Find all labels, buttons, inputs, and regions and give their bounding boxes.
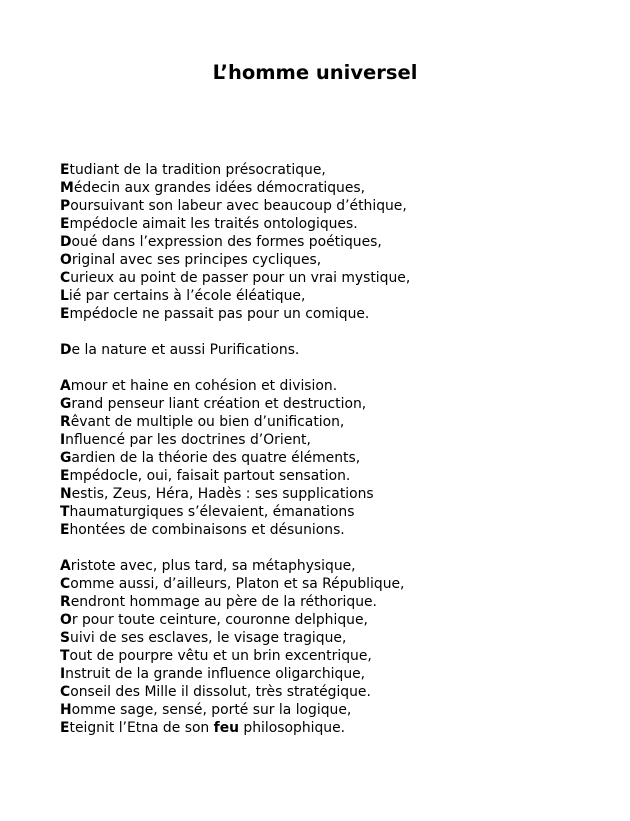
line-text: mpédocle, oui, faisait partout sensation.: [69, 468, 351, 484]
acrostic-initial: G: [60, 396, 72, 412]
poem-line: [60, 485, 620, 503]
line-text: mpédocle ne passait pas pour un comique.: [69, 306, 370, 322]
poem-line: [60, 233, 620, 251]
acrostic-initial: N: [60, 486, 72, 502]
line-text: uivi de ses esclaves, le visage tragique,: [70, 630, 347, 646]
poem-line: [60, 305, 620, 323]
poem-line: [60, 269, 620, 287]
line-text: ardien de la théorie des quatre éléments,: [71, 450, 361, 466]
line-text: out de pourpre vêtu et un brin excentrique,: [69, 648, 372, 664]
poem-line: [60, 395, 620, 413]
acrostic-initial: E: [60, 468, 70, 484]
line-text: tudiant de la tradition présocratique,: [69, 162, 326, 178]
line-text: ié par certains à l’école éléatique,: [68, 288, 306, 304]
line-text: e la nature et aussi Purifications.: [71, 342, 300, 358]
acrostic-initial: T: [60, 504, 70, 520]
line-text: ristote avec, plus tard, sa métaphysique,: [70, 558, 356, 574]
poem-line: [60, 467, 620, 485]
poem-line: [60, 377, 620, 395]
poem-line: [60, 341, 620, 359]
acrostic-initial: P: [60, 198, 71, 214]
poem-line: [60, 701, 620, 719]
poem-line: [60, 575, 620, 593]
line-text: rand penseur liant création et destruction,: [71, 396, 367, 412]
line-text: êvant de multiple ou bien d’unification,: [70, 414, 345, 430]
stanza: [60, 341, 620, 359]
poem-line: [60, 413, 620, 431]
acrostic-initial: I: [60, 432, 66, 448]
poem-line: [60, 557, 620, 575]
line-text: omme aussi, d’ailleurs, Platon et sa République,: [70, 576, 405, 592]
acrostic-initial: O: [60, 612, 72, 628]
poem-line: [60, 629, 620, 647]
poem-line: [60, 719, 620, 737]
page-title: L’homme universel: [212, 61, 418, 84]
poem-line: [60, 611, 620, 629]
emphasized-word: feu: [213, 720, 240, 736]
poem-line: [60, 665, 620, 683]
poem-line: [60, 683, 620, 701]
acrostic-initial: E: [60, 216, 70, 232]
acrostic-initial: A: [60, 378, 71, 394]
poem-line: [60, 161, 620, 179]
acrostic-initial: H: [60, 702, 72, 718]
poem-line: [60, 431, 620, 449]
stanza: [60, 557, 620, 737]
poem-line: [60, 647, 620, 665]
acrostic-initial: C: [60, 684, 71, 700]
line-text: endront hommage au père de la réthorique.: [70, 594, 377, 610]
poem-line: [60, 593, 620, 611]
acrostic-initial: I: [60, 666, 66, 682]
poem-line: [60, 197, 620, 215]
acrostic-initial: L: [60, 288, 69, 304]
acrostic-initial: E: [60, 162, 70, 178]
stanza: [60, 377, 620, 539]
acrostic-initial: E: [60, 306, 70, 322]
poem-line: [60, 521, 620, 539]
poem-line: [60, 449, 620, 467]
acrostic-initial: D: [60, 342, 72, 358]
poem-body: [60, 161, 620, 755]
acrostic-initial: C: [60, 576, 71, 592]
line-text: mpédocle aimait les traités ontologiques.: [69, 216, 358, 232]
line-text: riginal avec ses principes cycliques,: [71, 252, 322, 268]
acrostic-initial: M: [60, 180, 74, 196]
poem-line: [60, 179, 620, 197]
line-text: teignit l’Etna de son: [69, 720, 214, 736]
acrostic-initial: O: [60, 252, 72, 268]
line-text: oursuivant son labeur avec beaucoup d’éthique,: [70, 198, 407, 214]
acrostic-initial: D: [60, 234, 72, 250]
line-text: haumaturgiques s’élevaient, émanations: [69, 504, 355, 520]
line-text: estis, Zeus, Héra, Hadès : ses supplications: [71, 486, 374, 502]
acrostic-initial: A: [60, 558, 71, 574]
poem-line: [60, 251, 620, 269]
line-text: hontées de combinaisons et désunions.: [69, 522, 345, 538]
line-text: omme sage, sensé, porté sur la logique,: [71, 702, 352, 718]
acrostic-initial: E: [60, 720, 70, 736]
line-text-tail: philosophique.: [239, 720, 346, 736]
acrostic-initial: E: [60, 522, 70, 538]
line-text: r pour toute ceinture, couronne delphique,: [71, 612, 368, 628]
poem-line: [60, 287, 620, 305]
acrostic-initial: S: [60, 630, 71, 646]
line-text: urieux au point de passer pour un vrai mystique,: [70, 270, 411, 286]
poem-line: [60, 215, 620, 233]
line-text: édecin aux grandes idées démocratiques,: [73, 180, 366, 196]
line-text: nstruit de la grande influence oligarchique,: [65, 666, 366, 682]
acrostic-initial: R: [60, 594, 71, 610]
acrostic-initial: G: [60, 450, 72, 466]
line-text: onseil des Mille il dissolut, très stratégique.: [70, 684, 371, 700]
poem-line: [60, 503, 620, 521]
line-text: oué dans l’expression des formes poétiques,: [71, 234, 382, 250]
acrostic-initial: R: [60, 414, 71, 430]
stanza: [60, 161, 620, 323]
line-text: mour et haine en cohésion et division.: [70, 378, 338, 394]
acrostic-initial: C: [60, 270, 71, 286]
acrostic-initial: T: [60, 648, 70, 664]
line-text: nfluencé par les doctrines d’Orient,: [65, 432, 311, 448]
